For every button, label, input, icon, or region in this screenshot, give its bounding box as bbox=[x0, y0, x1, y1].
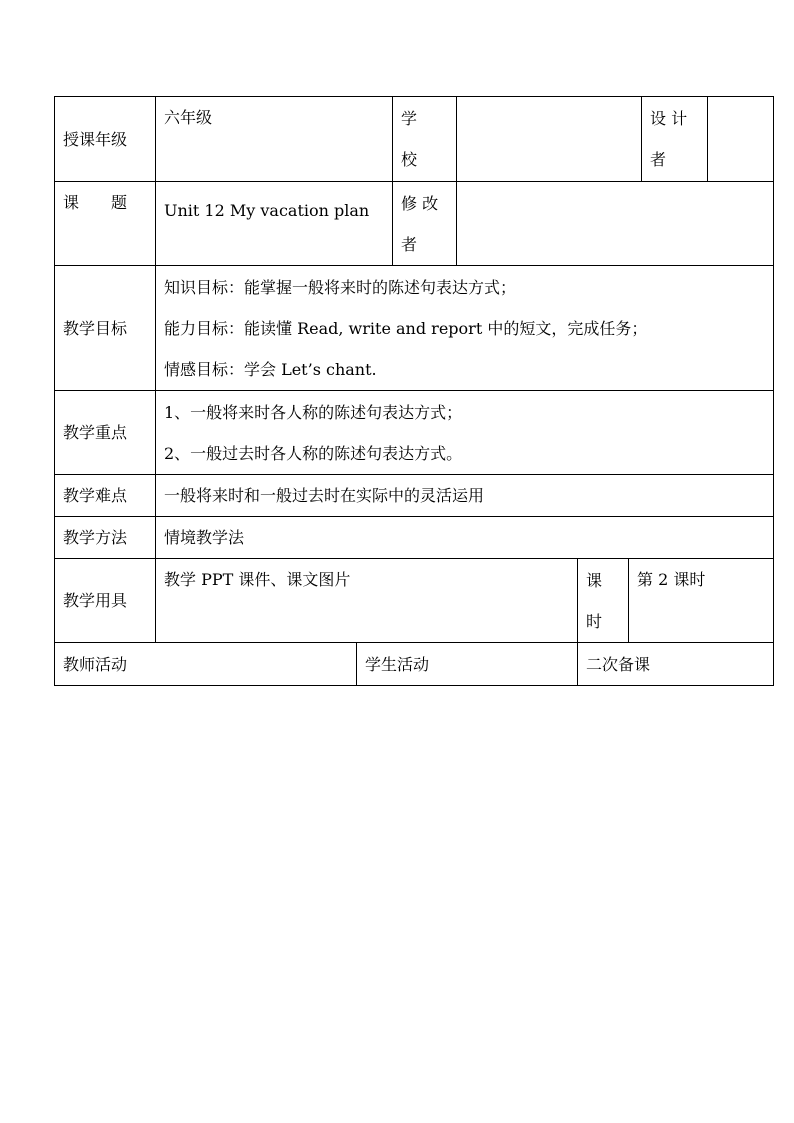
school-label bbox=[392, 97, 456, 181]
period-label-line2: 时 bbox=[586, 611, 603, 631]
editor-label bbox=[392, 182, 456, 265]
key-point-item: 1、一般将来时各人称的陈述句表达方式； bbox=[164, 402, 463, 422]
school-value bbox=[456, 97, 641, 181]
designer-label bbox=[641, 97, 707, 181]
topic-row bbox=[55, 181, 773, 265]
grade-label: 授课年级 bbox=[63, 129, 128, 149]
school-label-line2: 校 bbox=[401, 150, 418, 169]
objectives-label: 教学目标 bbox=[63, 318, 128, 338]
difficulties-value: 一般将来时和一般过去时在实际中的灵活运用 bbox=[155, 475, 773, 516]
designer-label-line1: 设 计 bbox=[650, 109, 688, 128]
objective-emotion: 情感目标：学会 Let’s chant. bbox=[164, 359, 377, 379]
grade-row bbox=[55, 97, 773, 181]
objective-ability: 能力目标：能读懂 Read, write and report 中的短文，完成任务； bbox=[164, 318, 648, 338]
key-points-row bbox=[55, 390, 773, 474]
tools-value: 教学 PPT 课件、课文图片 bbox=[155, 559, 577, 642]
difficulties-label: 教学难点 bbox=[63, 486, 128, 505]
designer-value bbox=[707, 97, 773, 181]
tools-label: 教学用具 bbox=[63, 591, 128, 610]
school-label-line1: 学 bbox=[401, 109, 418, 128]
topic-label: 课 题 bbox=[63, 193, 128, 212]
objectives-row bbox=[55, 265, 773, 390]
second-prep-header: 二次备课 bbox=[577, 643, 773, 685]
tools-row bbox=[55, 558, 773, 642]
topic-value: Unit 12 My vacation plan bbox=[155, 182, 392, 265]
student-activity-header: 学生活动 bbox=[356, 643, 577, 685]
lesson-plan-table bbox=[54, 96, 774, 686]
activities-row bbox=[55, 642, 773, 685]
editor-value bbox=[456, 182, 773, 265]
key-point-item: 2、一般过去时各人称的陈述句表达方式。 bbox=[164, 443, 463, 463]
method-value: 情境教学法 bbox=[155, 517, 773, 558]
teacher-activity-header: 教师活动 bbox=[63, 654, 128, 674]
method-label: 教学方法 bbox=[63, 528, 128, 547]
difficulties-row bbox=[55, 474, 773, 516]
editor-label-line2: 者 bbox=[401, 234, 418, 254]
editor-label-line1: 修 改 bbox=[401, 193, 439, 213]
period-value: 第 2 课时 bbox=[628, 559, 773, 642]
key-points-content bbox=[155, 391, 773, 474]
designer-label-line2: 者 bbox=[650, 150, 667, 169]
period-label-line1: 课 bbox=[586, 570, 603, 590]
objectives-content bbox=[155, 266, 773, 390]
key-points-label: 教学重点 bbox=[63, 423, 128, 442]
grade-value: 六年级 bbox=[155, 97, 392, 181]
period-label bbox=[577, 559, 628, 642]
objective-knowledge: 知识目标：能掌握一般将来时的陈述句表达方式； bbox=[164, 277, 517, 297]
method-row bbox=[55, 516, 773, 558]
